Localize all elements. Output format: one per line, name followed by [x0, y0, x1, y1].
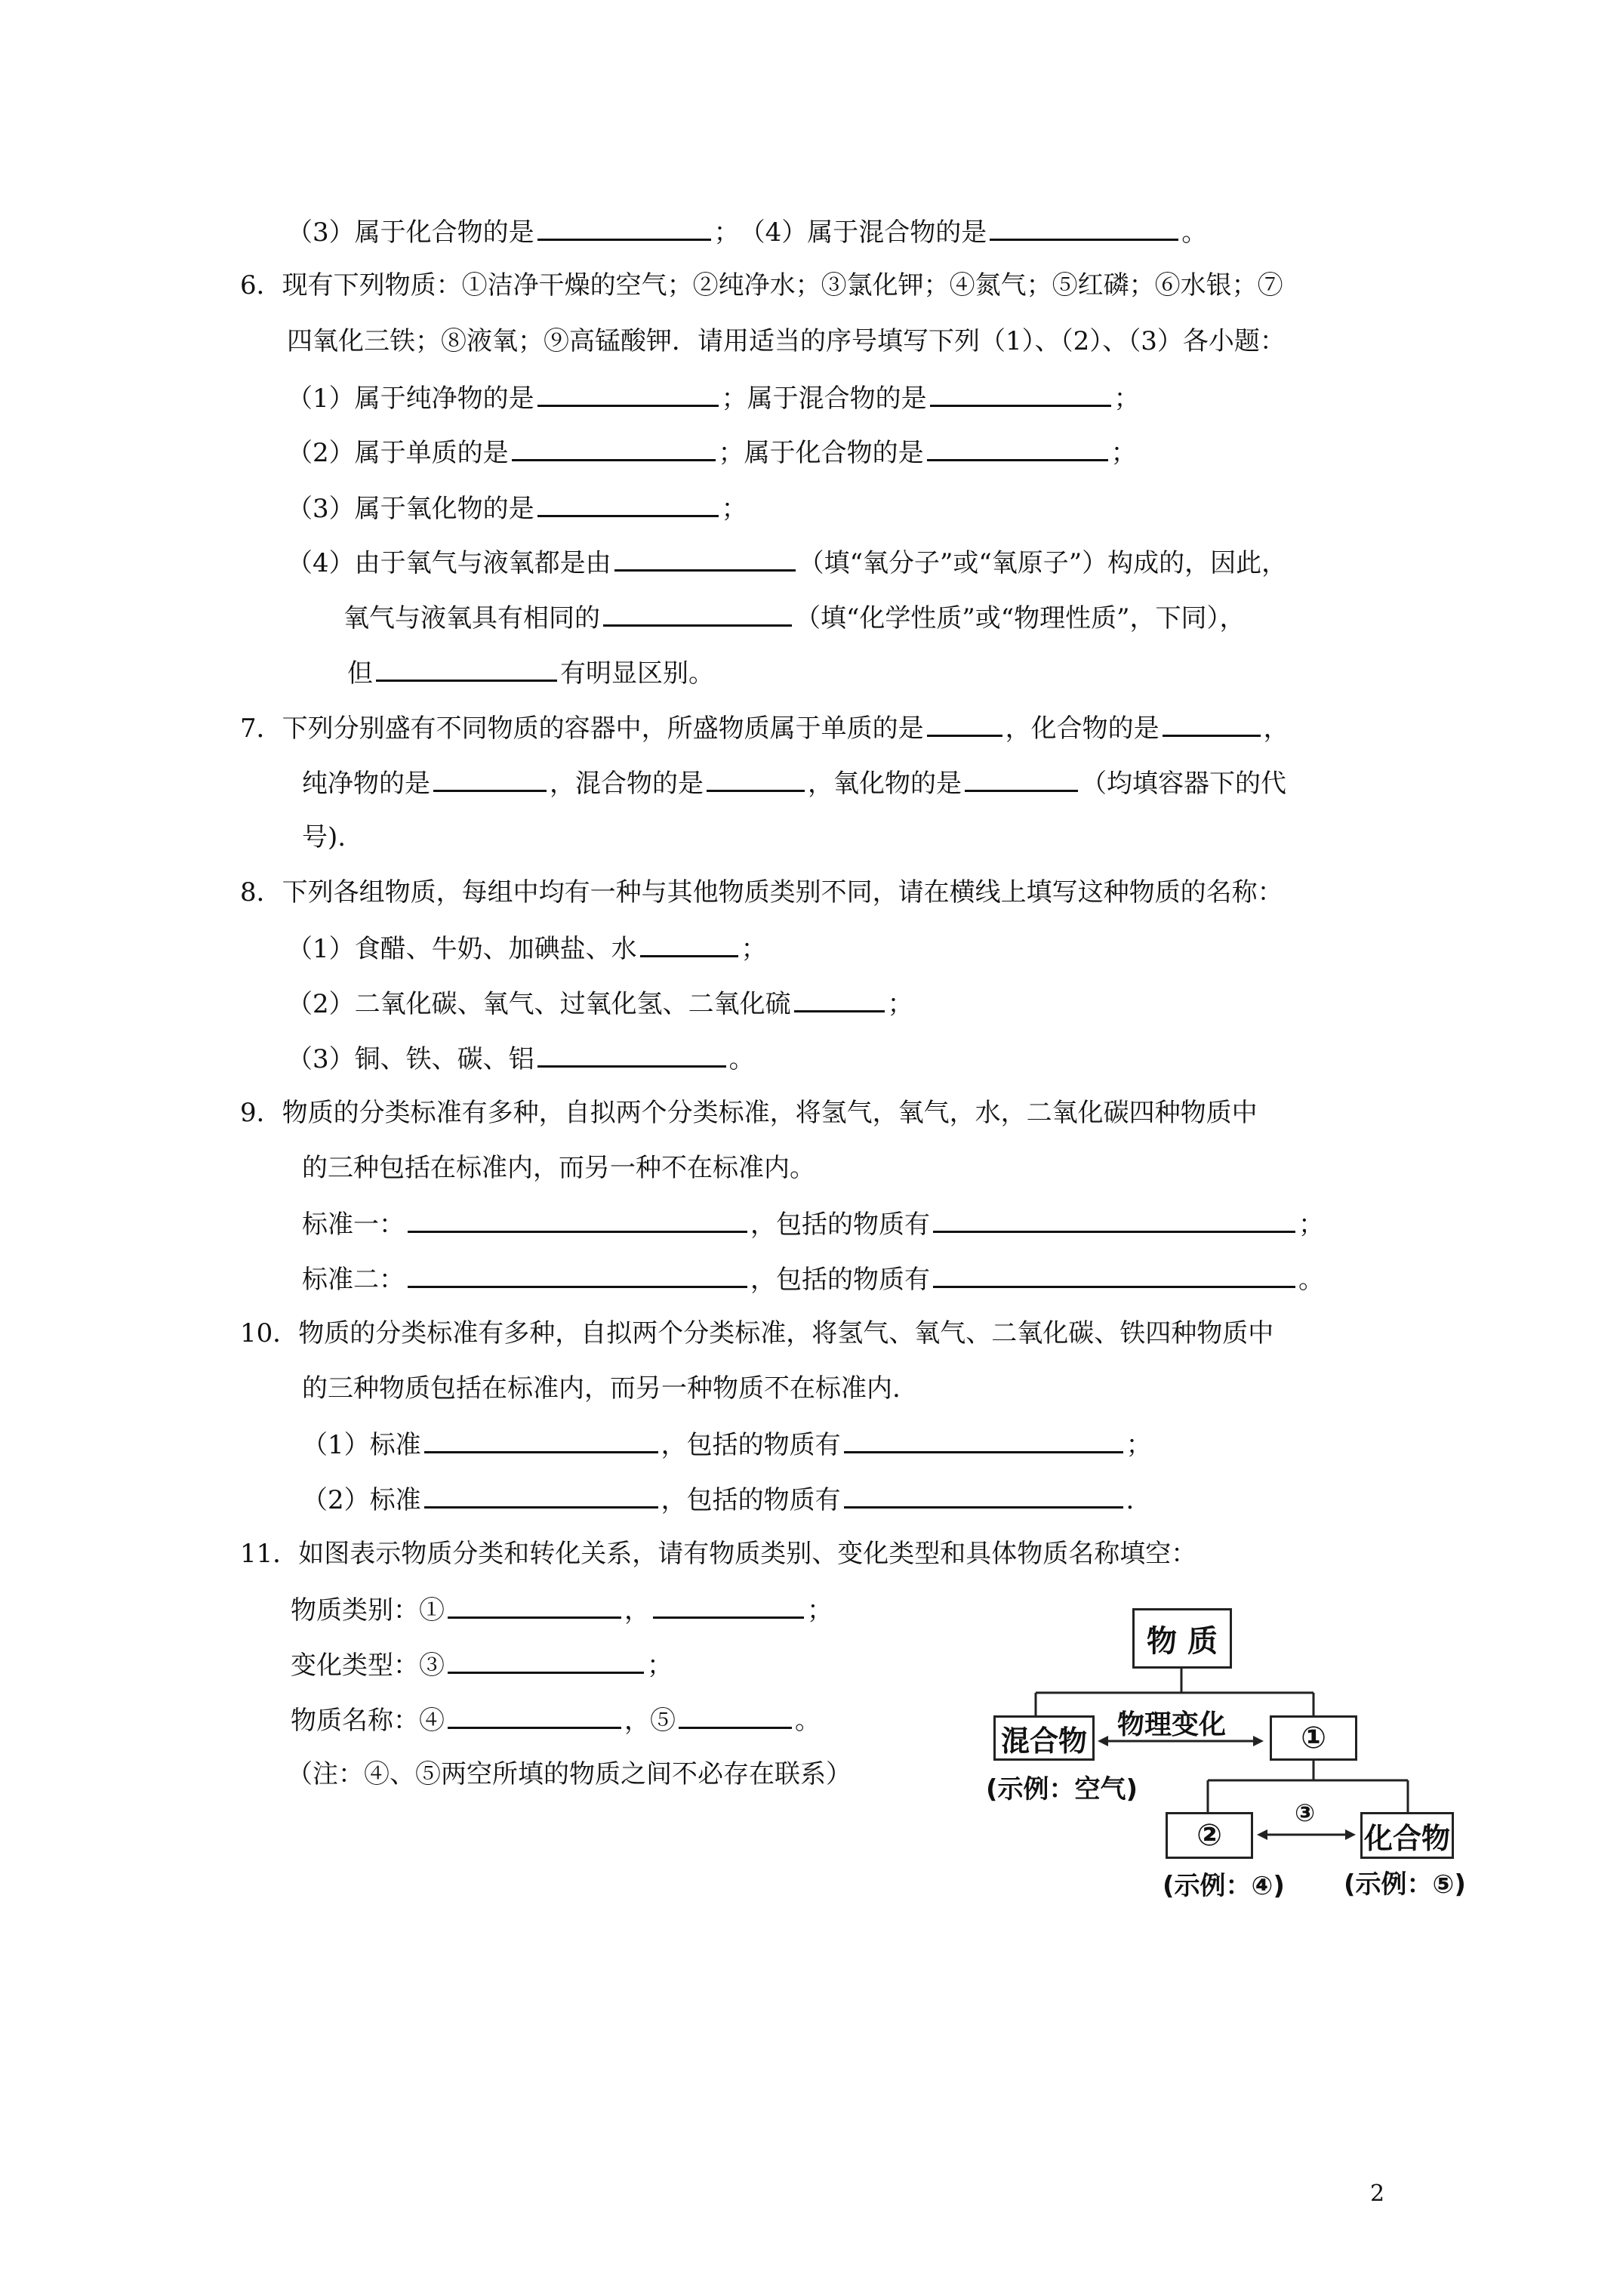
diagram-box-1: [1270, 1715, 1357, 1761]
answer-blank[interactable]: [844, 1425, 1123, 1453]
diagram-compound-box: [1360, 1812, 1454, 1859]
question-text: ；属于混合物的是: [721, 384, 927, 414]
question-line-q7-a: [240, 709, 1289, 747]
answer-blank[interactable]: [707, 764, 805, 792]
question-line-q10-2: [302, 1481, 1152, 1518]
answer-blank[interactable]: [448, 1646, 644, 1674]
answer-blank[interactable]: [537, 213, 711, 241]
question-text: 号).: [302, 822, 346, 852]
question-text: 氧气与液氧具有相同的: [343, 603, 600, 633]
answer-blank[interactable]: [927, 709, 1002, 737]
question-line-q9-1: [302, 1205, 1324, 1243]
question-text: 。: [1181, 217, 1208, 248]
answer-blank[interactable]: [1163, 709, 1261, 737]
question-text: 的三种物质包括在标准内，而另一种物质不在标准内.: [302, 1373, 901, 1404]
question-text: 标准一：: [302, 1210, 405, 1240]
answer-blank[interactable]: [537, 379, 719, 407]
box-1-label: ①: [1301, 1721, 1326, 1755]
question-text: 的三种包括在标准内，而另一种不在标准内。: [302, 1153, 815, 1183]
answer-blank[interactable]: [376, 654, 557, 682]
answer-blank[interactable]: [933, 1260, 1295, 1288]
question-line-q9-2: [302, 1260, 1324, 1298]
question-text: ，氧化物的是: [808, 769, 962, 799]
question-text: ；: [1126, 1430, 1152, 1460]
question-text: 物质名称：④: [291, 1706, 445, 1736]
question-line-q11-2: [291, 1646, 673, 1684]
answer-blank[interactable]: [930, 379, 1111, 407]
question-text: （1）标准: [302, 1430, 421, 1460]
question-text: （3）属于氧化物的是: [287, 494, 534, 524]
question-line-q10-b: [302, 1370, 901, 1407]
answer-blank[interactable]: [408, 1205, 747, 1233]
question-line-q9-a: [240, 1095, 1258, 1131]
question-line-q11: [240, 1536, 1196, 1572]
question-text: 有明显区别。: [560, 658, 714, 689]
question-text: （1）食醋、牛奶、加碘盐、水: [287, 934, 637, 964]
question-text: （2）属于单质的是: [287, 438, 509, 468]
answer-blank[interactable]: [537, 1040, 726, 1068]
answer-blank[interactable]: [614, 544, 796, 572]
diagram-mixture-box: [993, 1715, 1095, 1761]
question-text: ；: [887, 989, 913, 1019]
question-text: 但: [347, 658, 373, 689]
question-text: 纯净物的是: [302, 769, 430, 799]
question-line-q11-1: [291, 1591, 833, 1629]
answer-blank[interactable]: [537, 489, 719, 517]
question-text: ．: [1126, 1485, 1152, 1515]
example-5-label: (示例：⑤): [1344, 1869, 1466, 1900]
answer-blank[interactable]: [448, 1701, 621, 1729]
answer-blank[interactable]: [653, 1591, 804, 1619]
arrow-3-label: ③: [1295, 1798, 1316, 1827]
question-line-q8-1: [287, 929, 767, 967]
answer-blank[interactable]: [640, 929, 738, 957]
question-text: ；: [1113, 384, 1140, 414]
question-text: ；: [647, 1650, 673, 1681]
question-line-q6-2: [287, 433, 1137, 471]
question-text: （2）标准: [302, 1485, 421, 1515]
question-line-q8-3: [287, 1040, 755, 1077]
question-line-q8: [240, 874, 1283, 911]
question-text: （填“氧分子”或“氧原子”）构成的，因此，: [798, 548, 1288, 578]
question-text: 11．如图表示物质分类和转化关系，请有物质类别、变化类型和具体物质名称填空：: [240, 1539, 1197, 1569]
question-line-q8-2: [287, 985, 913, 1022]
question-text: 变化类型：③: [291, 1650, 445, 1681]
question-text: ；: [741, 934, 767, 964]
question-text: 四氧化三铁；⑧液氧；⑨高锰酸钾．请用适当的序号填写下列（1）、（2）、（3）各小题：: [287, 326, 1286, 356]
question-line-q6-4b: [343, 599, 1246, 636]
question-line-q6-4c: [347, 654, 714, 692]
question-line-q7-c: [302, 819, 346, 855]
top-box-label: 物 质: [1147, 1623, 1218, 1659]
question-line-q11-note: [287, 1756, 852, 1792]
question-text: ，: [624, 1595, 650, 1626]
question-text: （1）属于纯净物的是: [287, 384, 534, 414]
question-line-q6-3: [287, 489, 747, 527]
question-text: ，包括的物质有: [750, 1265, 930, 1295]
question-text: ，包括的物质有: [750, 1210, 930, 1240]
question-line-q6-4a: [287, 544, 1287, 581]
question-text: （4）由于氧气与液氧都是由: [287, 548, 611, 578]
question-line-q7-b: [302, 764, 1286, 802]
box-2-label: ②: [1196, 1818, 1222, 1853]
question-text: ，⑤: [624, 1706, 676, 1736]
question-text: （2）二氧化碳、氧气、过氧化氢、二氧化硫: [287, 989, 791, 1019]
question-line-q5-3: [287, 213, 1207, 251]
compound-box-label: 化合物: [1363, 1821, 1450, 1855]
question-text: （3）铜、铁、碳、铝: [287, 1044, 534, 1074]
question-line-q6-a: [240, 267, 1283, 304]
answer-blank[interactable]: [408, 1260, 747, 1288]
question-text: 。: [795, 1706, 821, 1736]
question-text: ；: [807, 1595, 833, 1626]
diagram-top-box: [1132, 1608, 1232, 1669]
page-number: 2: [1370, 2180, 1385, 2207]
question-text: ；: [1298, 1210, 1324, 1240]
answer-blank[interactable]: [512, 433, 716, 461]
answer-blank[interactable]: [933, 1205, 1295, 1233]
question-text: 10．物质的分类标准有多种，自拟两个分类标准，将氢气、氧气、二氧化碳、铁四种物质中: [240, 1318, 1274, 1348]
example-4-label: (示例：④): [1163, 1871, 1285, 1901]
answer-blank[interactable]: [794, 985, 885, 1012]
question-line-q11-3: [291, 1701, 821, 1739]
question-text: ，包括的物质有: [661, 1430, 841, 1460]
answer-blank[interactable]: [603, 599, 792, 627]
question-text: ；: [721, 494, 747, 524]
answer-blank[interactable]: [990, 213, 1178, 241]
answer-blank[interactable]: [965, 764, 1078, 792]
answer-blank[interactable]: [433, 764, 547, 792]
answer-blank[interactable]: [679, 1701, 792, 1729]
question-text: （填“化学性质”或“物理性质”，下同），: [795, 603, 1246, 633]
question-text: 9．物质的分类标准有多种，自拟两个分类标准，将氢气，氧气，水，二氧化碳四种物质中: [240, 1098, 1258, 1128]
question-text: ，化合物的是: [1005, 713, 1160, 744]
question-text: 物质类别：①: [291, 1595, 445, 1626]
answer-blank[interactable]: [927, 433, 1108, 461]
question-line-q6-b: [287, 323, 1286, 359]
question-text: 标准二：: [302, 1265, 405, 1295]
question-text: 6．现有下列物质：①洁净干燥的空气；②纯净水；③氯化钾；④氮气；⑤红磷；⑥水银；⑦: [240, 270, 1283, 300]
question-text: 7．下列分别盛有不同物质的容器中，所盛物质属于单质的是: [240, 713, 924, 744]
question-text: ；属于化合物的是: [718, 438, 924, 468]
question-text: ，混合物的是: [550, 769, 704, 799]
question-text: （均填容器下的代: [1081, 769, 1286, 799]
question-text: 。: [1298, 1265, 1324, 1295]
answer-blank[interactable]: [424, 1481, 658, 1509]
physical-change-label: 物理变化: [1117, 1709, 1227, 1740]
mixture-box-label: 混合物: [1000, 1724, 1087, 1758]
question-text: 。: [728, 1044, 755, 1074]
example-air-label: (示例：空气): [986, 1774, 1138, 1804]
answer-blank[interactable]: [424, 1425, 658, 1453]
question-text: 8．下列各组物质，每组中均有一种与其他物质类别不同，请在横线上填写这种物质的名称：: [240, 877, 1283, 908]
diagram-box-2: [1166, 1812, 1253, 1859]
question-line-q10-1: [302, 1425, 1152, 1463]
answer-blank[interactable]: [448, 1591, 621, 1619]
question-line-q9-b: [302, 1150, 815, 1186]
question-text: ，包括的物质有: [661, 1485, 841, 1515]
question-text: ，: [1263, 713, 1289, 744]
question-text: ；: [1110, 438, 1137, 468]
classification-diagram: [936, 1608, 1510, 1925]
question-text: （注：④、⑤两空所填的物质之间不必存在联系）: [287, 1759, 852, 1789]
question-line-q6-1: [287, 379, 1140, 417]
question-text: ； （4）属于混合物的是: [713, 217, 987, 248]
answer-blank[interactable]: [844, 1481, 1123, 1509]
question-line-q10-a: [240, 1315, 1273, 1351]
question-text: （3）属于化合物的是: [287, 217, 534, 248]
